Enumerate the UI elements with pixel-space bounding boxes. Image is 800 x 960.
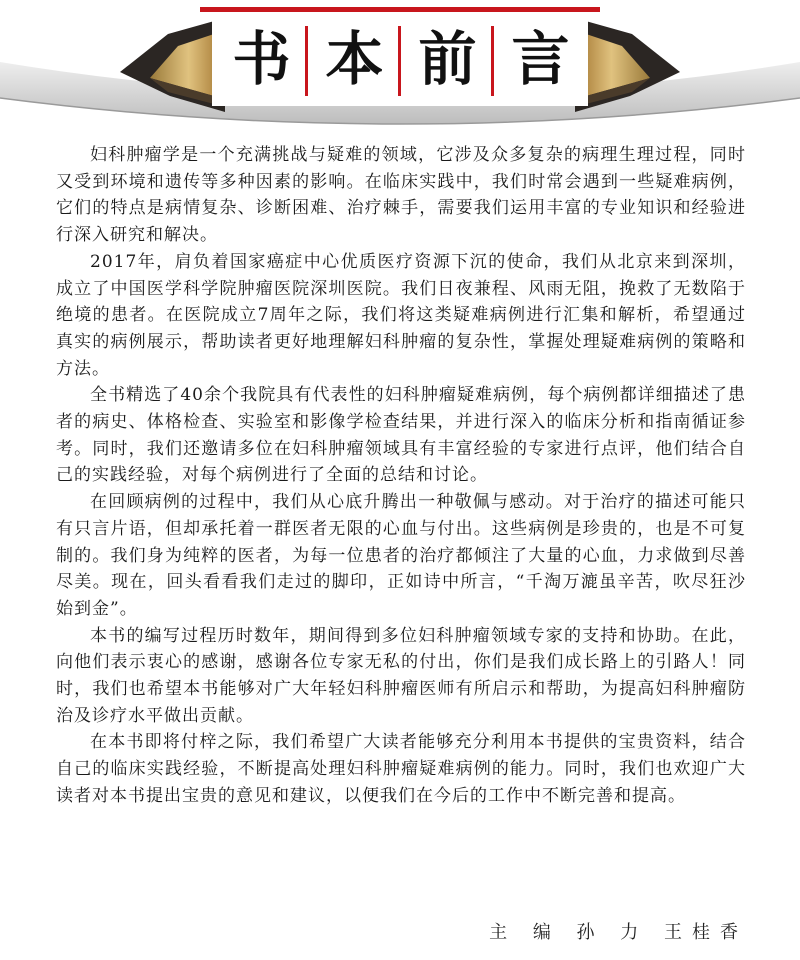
preface-body: [56, 142, 746, 810]
title-char: 本: [325, 25, 384, 93]
paragraph: 本书的编写过程历时数年，期间得到多位妇科肿瘤领域专家的支持和协助。在此，向他们表示衷心的感谢，感谢各位专家无私的付出，你们是我们成长路上的引路人！同时，我们也希望本书能够对广大年轻妇科肿瘤医师有所启示和帮助，为提高妇科肿瘤防治及诊疗水平做出贡献。: [56, 625, 746, 726]
paragraph: 妇科肿瘤学是一个充满挑战与疑难的领域，它涉及众多复杂的病理生理过程，同时又受到环境和遗传等多种因素的影响。在临床实践中，我们时常会遇到一些疑难病例，它们的特点是病情复杂、诊断困难、治疗棘手，需要我们运用丰富的专业知识和经验进行深入研究和解决。: [56, 145, 746, 246]
header-banner: [0, 0, 800, 130]
paragraph: 在本书即将付梓之际，我们希望广大读者能够充分利用本书提供的宝贵资料，结合自己的临床实践经验，不断提高处理妇科肿瘤疑难病例的能力。同时，我们也欢迎广大读者对本书提出宝贵的意见和建议，以便我们在今后的工作中不断完善和提高。: [56, 732, 746, 806]
paragraph: 在回顾病例的过程中，我们从心底升腾出一种敬佩与感动。对于治疗的描述可能只有只言片语，但却承托着一群医者无限的心血与付出。这些病例是珍贵的，也是不可复制的。我们身为纯粹的医者，为每一位患者的治疗都倾注了大量的心血，力求做到尽善尽美。现在，回头看看我们走过的脚印，正如诗中所言，“千淘万漉虽辛苦，吹尽狂沙始到金”。: [56, 492, 746, 619]
paragraph: 全书精选了40余个我院具有代表性的妇科肿瘤疑难病例，每个病例都详细描述了患者的病史、体格检查、实验室和影像学检查结果，并进行深入的临床分析和指南循证参考。同时，我们还邀请多位在妇科肿瘤领域具有丰富经验的专家进行点评，他们结合自己的实践经验，对每个病例进行了全面的总结和讨论。: [56, 385, 746, 486]
title-char: 前: [418, 25, 477, 93]
paragraph: 2017年，肩负着国家癌症中心优质医疗资源下沉的使命，我们从北京来到深圳，成立了中国医学科学院肿瘤医院深圳医院。我们日夜兼程、风雨无阻，挽救了无数陷于绝境的患者。在医院成立7周年之际，我们将这类疑难病例进行汇集和解析，希望通过真实的病例展示，帮助读者更好地理解妇科肿瘤的复杂性，掌握处理疑难病例的策略和方法。: [56, 251, 746, 379]
title-char: 书: [232, 25, 291, 93]
title-char: 言: [511, 25, 570, 93]
editor-signature: 主 编 孙 力 王桂香: [489, 922, 748, 943]
page-title: [215, 22, 587, 96]
